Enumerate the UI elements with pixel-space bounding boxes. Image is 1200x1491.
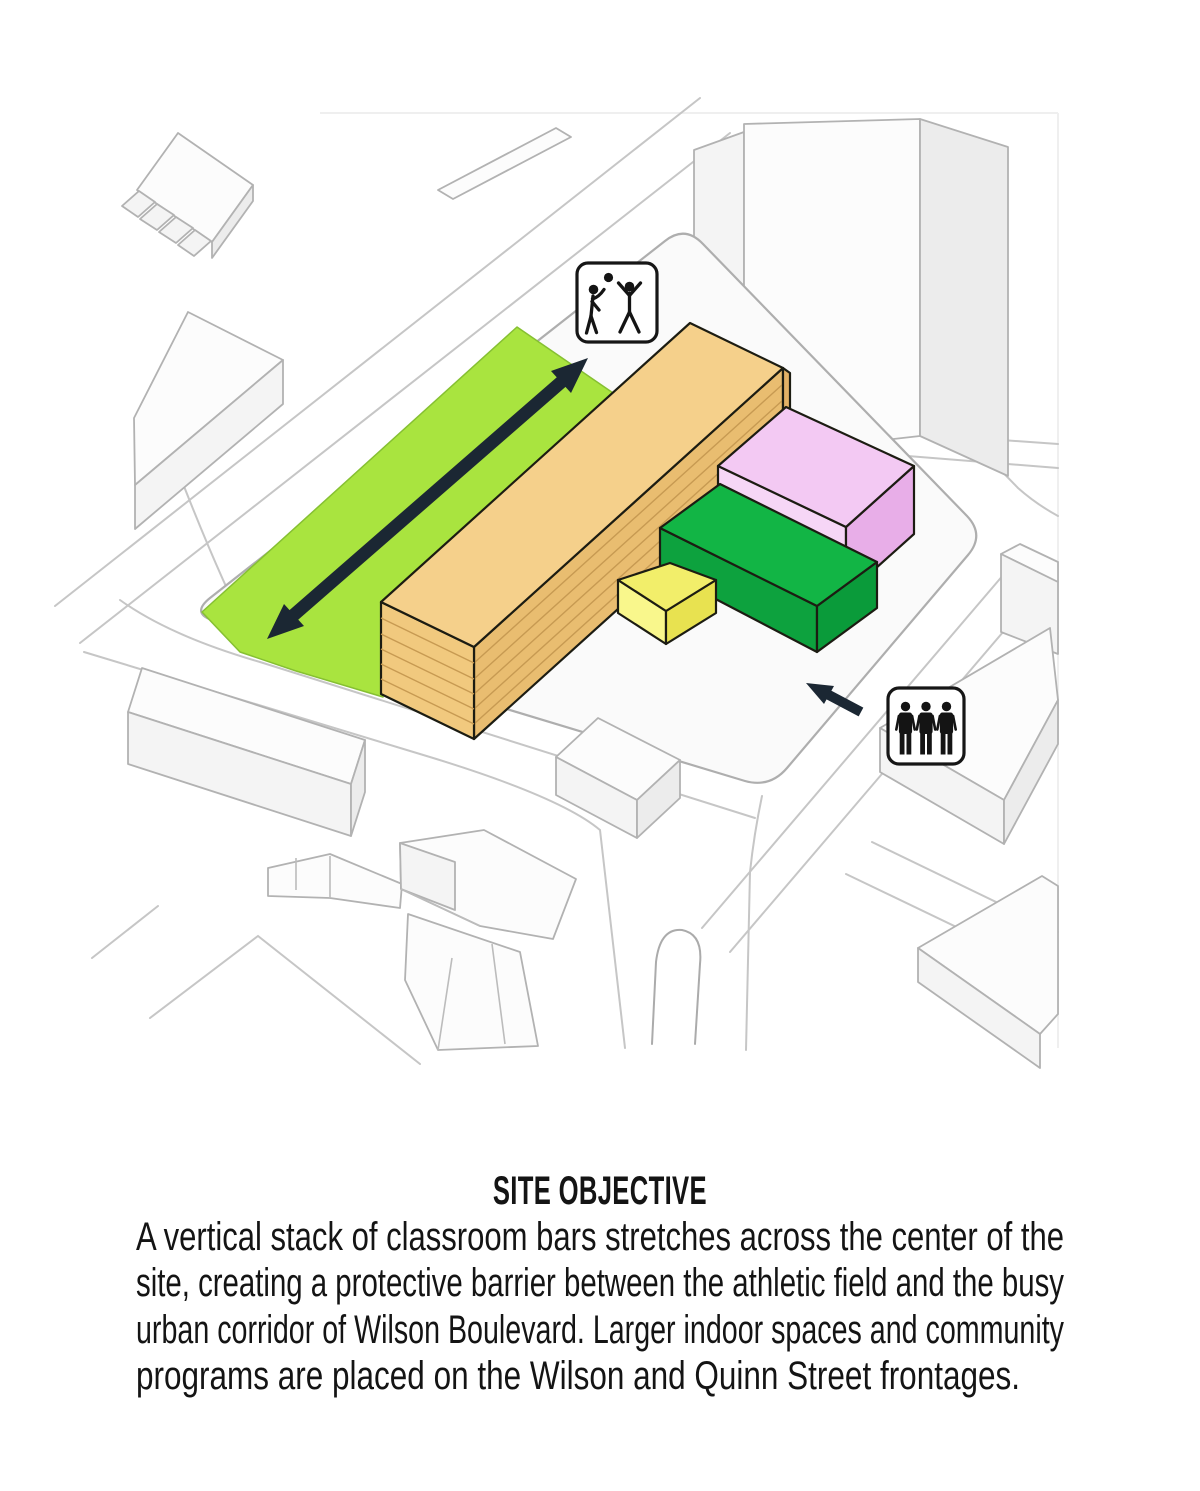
street-median-curb [652,930,700,1044]
caption [136,1171,1064,1400]
street-median-sliver [438,128,571,199]
street-line [92,906,158,958]
pedestrians-icon [888,688,964,764]
building-roof [405,914,538,1050]
context-building-northwest-bar [134,312,283,529]
basketball-players-icon [577,263,657,342]
context-building-bottom-right [918,876,1058,1068]
context-building-southwest-bar [128,668,365,836]
context-buildings-bottom-left [268,830,576,1050]
page-title: SITE OBJECTIVE [493,1169,707,1213]
building-roof [268,854,402,908]
ball [604,273,613,282]
caption-title-row [136,1171,1064,1211]
context-building-rowhouses [122,133,253,258]
street-line [150,936,420,1064]
caption-body-line: site, creating a protective barrier between the athletic field and the busy [136,1261,1064,1306]
tower-southeast-face [920,119,1008,476]
caption-body-line: programs are placed on the Wilson and Quinn Street frontages. [136,1354,1020,1399]
caption-body [136,1214,1064,1400]
caption-body-line: A vertical stack of classroom bars stretches across the center of the [136,1215,1064,1259]
caption-body-line: urban corridor of Wilson Boulevard. Larger indoor spaces and community [136,1307,1064,1352]
icon-frame [577,263,657,342]
player-head [589,285,599,295]
